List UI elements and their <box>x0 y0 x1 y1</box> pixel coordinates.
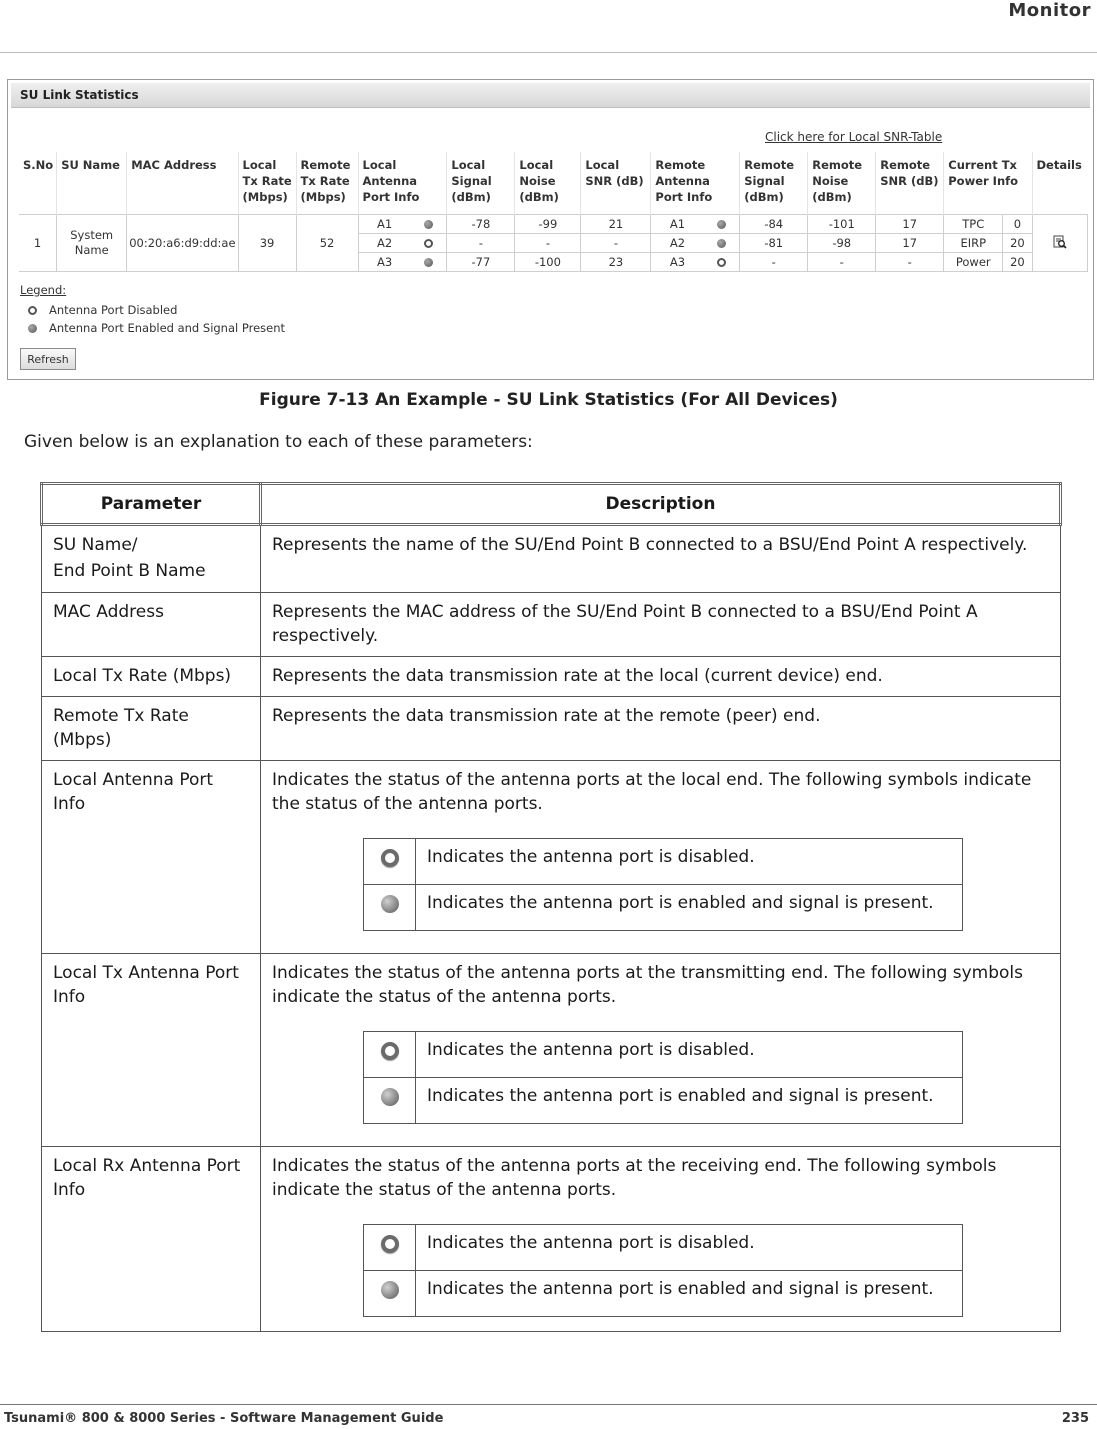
link-stats-header-row <box>19 152 1088 215</box>
cell-remote-noise: -101 <box>808 215 876 234</box>
cell-local-port-state <box>411 234 447 253</box>
cell-local-port-state <box>411 215 447 234</box>
col-remote-antenna-port-info: Remote Antenna Port Info <box>651 152 740 215</box>
symbol-table <box>363 838 963 931</box>
header-divider <box>0 52 1097 53</box>
symbol-table <box>363 1224 963 1317</box>
cell-remote-snr: - <box>876 253 944 272</box>
cell-local-port: A1 <box>358 215 411 234</box>
desc-cell: Represents the name of the SU/End Point B connected to a BSU/End Point A respectively. <box>261 525 1061 593</box>
col-local-snr: Local SNR (dB) <box>581 152 651 215</box>
footer-divider <box>0 1404 1097 1405</box>
param-cell <box>42 525 261 593</box>
col-details: Details <box>1032 152 1088 215</box>
symbol-desc: Indicates the antenna port is disabled. <box>416 1032 963 1078</box>
param-cell: Local Antenna Port Info <box>42 761 261 954</box>
panel-title: SU Link Statistics <box>20 88 139 102</box>
cell-remote-port-state <box>704 234 740 253</box>
port-enabled-icon <box>381 1281 399 1299</box>
col-mac-address: MAC Address <box>127 152 238 215</box>
port-enabled-icon <box>424 258 433 267</box>
table-row <box>42 761 1061 954</box>
port-enabled-icon <box>424 220 433 229</box>
cell-power-value: 20 <box>1003 234 1032 253</box>
cell-local-snr: 21 <box>581 215 651 234</box>
legend-disabled-label: Antenna Port Disabled <box>49 303 178 317</box>
symbol-row <box>364 1225 963 1271</box>
cell-local-signal: -78 <box>447 215 515 234</box>
cell-local-port-state <box>411 253 447 272</box>
port-disabled-icon <box>381 1042 399 1060</box>
cell-details[interactable] <box>1032 215 1088 272</box>
cell-local-snr: 23 <box>581 253 651 272</box>
table-row <box>42 525 1061 593</box>
cell-local-snr: - <box>581 234 651 253</box>
legend <box>20 283 285 337</box>
col-parameter: Parameter <box>42 484 261 525</box>
port-enabled-icon <box>28 324 37 333</box>
cell-remote-port: A3 <box>651 253 704 272</box>
desc-text: Indicates the status of the antenna ports at the receiving end. The following symbols indicate the status of the antenna ports. <box>272 1156 997 1200</box>
figure-caption: Figure 7-13 An Example - SU Link Statistics (For All Devices) <box>259 390 838 410</box>
section-title: Monitor <box>1008 0 1091 21</box>
table-row <box>42 593 1061 657</box>
cell-mac-address: 00:20:a6:d9:dd:ae <box>127 215 238 272</box>
details-magnifier-icon[interactable] <box>1053 235 1067 249</box>
table-row <box>42 657 1061 697</box>
col-remote-signal: Remote Signal (dBm) <box>740 152 808 215</box>
col-local-antenna-port-info: Local Antenna Port Info <box>358 152 447 215</box>
symbol-desc: Indicates the antenna port is disabled. <box>416 839 963 885</box>
symbol-cell <box>364 839 416 885</box>
symbol-desc: Indicates the antenna port is enabled and signal is present. <box>416 1271 963 1317</box>
cell-local-signal: - <box>447 234 515 253</box>
port-enabled-icon <box>381 895 399 913</box>
symbol-cell <box>364 1032 416 1078</box>
param-cell: Local Tx Rate (Mbps) <box>42 657 261 697</box>
port-disabled-icon <box>424 239 433 248</box>
col-su-name: SU Name <box>57 152 127 215</box>
cell-remote-noise: - <box>808 253 876 272</box>
symbol-table <box>363 1031 963 1124</box>
su-link-statistics-figure <box>7 79 1094 380</box>
cell-su-name: System Name <box>57 215 127 272</box>
symbol-cell <box>364 885 416 931</box>
param-cell: Remote Tx Rate (Mbps) <box>42 697 261 761</box>
cell-local-signal: -77 <box>447 253 515 272</box>
symbol-row <box>364 885 963 931</box>
col-remote-tx-rate: Remote Tx Rate (Mbps) <box>296 152 358 215</box>
col-remote-noise: Remote Noise (dBm) <box>808 152 876 215</box>
legend-item-enabled <box>28 319 285 337</box>
port-enabled-icon <box>717 239 726 248</box>
param-cell: MAC Address <box>42 593 261 657</box>
desc-cell <box>261 1147 1061 1332</box>
cell-remote-port: A2 <box>651 234 704 253</box>
cell-remote-port-state <box>704 253 740 272</box>
cell-local-port: A2 <box>358 234 411 253</box>
link-stats-row <box>19 215 1088 234</box>
cell-sno: 1 <box>19 215 57 272</box>
cell-remote-tx-rate: 52 <box>296 215 358 272</box>
param-cell: Local Rx Antenna Port Info <box>42 1147 261 1332</box>
col-local-noise: Local Noise (dBm) <box>515 152 581 215</box>
cell-power-label: EIRP <box>944 234 1003 253</box>
symbol-desc: Indicates the antenna port is disabled. <box>416 1225 963 1271</box>
cell-remote-snr: 17 <box>876 234 944 253</box>
col-description: Description <box>261 484 1061 525</box>
desc-cell: Represents the data transmission rate at the remote (peer) end. <box>261 697 1061 761</box>
intro-paragraph: Given below is an explanation to each of these parameters: <box>24 432 533 452</box>
table-row <box>42 1147 1061 1332</box>
desc-cell <box>261 761 1061 954</box>
cell-local-noise: -99 <box>515 215 581 234</box>
desc-cell: Represents the data transmission rate at the local (current device) end. <box>261 657 1061 697</box>
cell-power-label: TPC <box>944 215 1003 234</box>
cell-remote-port: A1 <box>651 215 704 234</box>
table-row <box>42 697 1061 761</box>
cell-power-value: 0 <box>1003 215 1032 234</box>
cell-local-port: A3 <box>358 253 411 272</box>
port-disabled-icon <box>28 306 37 315</box>
port-disabled-icon <box>381 1235 399 1253</box>
cell-remote-port-state <box>704 215 740 234</box>
cell-remote-noise: -98 <box>808 234 876 253</box>
symbol-row <box>364 1032 963 1078</box>
refresh-button[interactable]: Refresh <box>20 348 76 370</box>
symbol-row <box>364 1271 963 1317</box>
desc-text: Indicates the status of the antenna ports at the transmitting end. The following symbols indicate the status of the antenna ports. <box>272 963 1024 1007</box>
col-sno: S.No <box>23 158 54 172</box>
parameter-table <box>40 482 1062 1332</box>
param-cell: Local Tx Antenna Port Info <box>42 954 261 1147</box>
port-disabled-icon <box>381 849 399 867</box>
cell-local-noise: -100 <box>515 253 581 272</box>
symbol-desc: Indicates the antenna port is enabled and signal is present. <box>416 1078 963 1124</box>
port-disabled-icon <box>717 258 726 267</box>
cell-power-value: 20 <box>1003 253 1032 272</box>
port-enabled-icon <box>381 1088 399 1106</box>
param-line: SU Name/ <box>53 535 138 555</box>
legend-title: Legend: <box>20 283 67 297</box>
cell-remote-signal: - <box>740 253 808 272</box>
cell-power-label: Power <box>944 253 1003 272</box>
cell-remote-signal: -84 <box>740 215 808 234</box>
desc-cell <box>261 954 1061 1147</box>
col-local-signal: Local Signal (dBm) <box>447 152 515 215</box>
legend-item-disabled <box>28 301 285 319</box>
legend-enabled-label: Antenna Port Enabled and Signal Present <box>49 321 286 335</box>
symbol-cell <box>364 1271 416 1317</box>
parameter-table-header <box>42 484 1061 525</box>
param-line: End Point B Name <box>53 561 206 581</box>
port-enabled-icon <box>717 220 726 229</box>
panel-title-bar <box>11 83 1090 108</box>
col-local-tx-rate: Local Tx Rate (Mbps) <box>238 152 296 215</box>
symbol-cell <box>364 1078 416 1124</box>
desc-cell: Represents the MAC address of the SU/End Point B connected to a BSU/End Point A respectively. <box>261 593 1061 657</box>
symbol-desc: Indicates the antenna port is enabled and signal is present. <box>416 885 963 931</box>
desc-text: Indicates the status of the antenna ports at the local end. The following symbols indicate the status of the antenna ports. <box>272 770 1032 814</box>
link-stats-table <box>19 152 1088 272</box>
cell-local-tx-rate: 39 <box>238 215 296 272</box>
table-row <box>42 954 1061 1147</box>
cell-remote-signal: -81 <box>740 234 808 253</box>
cell-remote-snr: 17 <box>876 215 944 234</box>
col-current-tx-power-info: Current Tx Power Info <box>944 152 1032 215</box>
footer-product: Tsunami® 800 & 8000 Series - Software Management Guide <box>4 1411 444 1426</box>
snr-table-link[interactable]: Click here for Local SNR-Table <box>765 130 943 144</box>
col-remote-snr: Remote SNR (dB) <box>876 152 944 215</box>
symbol-row <box>364 1078 963 1124</box>
symbol-row <box>364 839 963 885</box>
symbol-cell <box>364 1225 416 1271</box>
cell-local-noise: - <box>515 234 581 253</box>
footer-page-number: 235 <box>1061 1411 1089 1426</box>
